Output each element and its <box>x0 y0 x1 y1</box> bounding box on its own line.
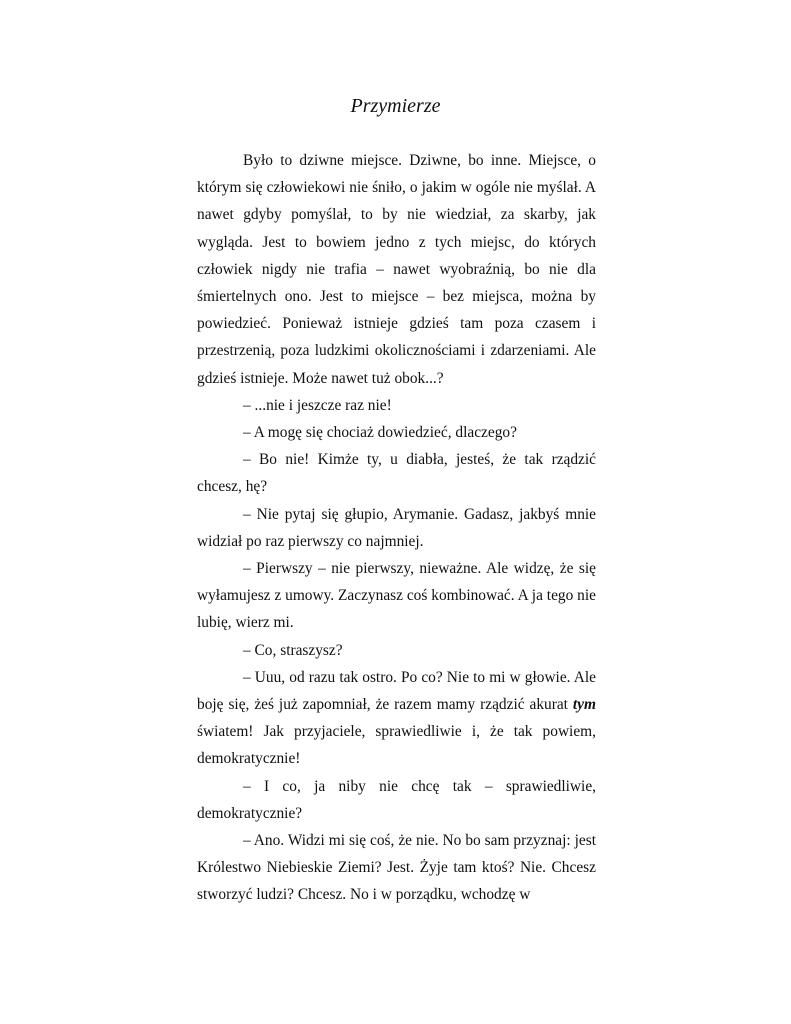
paragraph-text: – Bo nie! Kimże ty, u diabła, jesteś, że tak rządzić chcesz, hę? <box>197 451 596 496</box>
chapter-body <box>197 147 596 909</box>
paragraph-text: – Nie pytaj się głupio, Arymanie. Gadasz, jakbyś mnie widział po raz pierwszy co najmniej. <box>197 505 596 550</box>
paragraph <box>197 392 596 419</box>
paragraph-text: – Ano. Widzi mi się coś, że nie. No bo sam przyznaj: jest Królestwo Niebieskie Ziemi? Jest. Żyje tam ktoś? Nie. Chcesz stworzyć ludzi? Chcesz. No i w porządku, wchodzę w <box>197 832 596 904</box>
paragraph <box>197 637 596 664</box>
paragraph <box>197 501 596 555</box>
paragraph <box>197 664 596 773</box>
paragraph-text: Było to dziwne miejsce. Dziwne, bo inne. Miejsce, o którym się człowiekowi nie śniło, o jakim w ogóle nie myślał. A nawet gdyby pomyślał, to by nie wiedział, za skarby, jak wygląda. Jest to bowiem jedno z tych miejsc, do których człowiek nigdy nie trafia – nawet wyobraźnią, bo nie dla śmiertelnych ono. Jest to miejsce – bez miejsca, można by powiedzieć. Ponieważ istnieje gdzieś tam poza czasem i przestrzenią, poza ludzkimi okolicznościami i zdarzeniami. Ale gdzieś istnieje. Może nawet tuż obok...? <box>197 152 596 387</box>
paragraph-text: światem! Jak przyjaciele, sprawiedliwie i, że tak powiem, demokratycznie! <box>197 723 596 768</box>
paragraph-text: – ...nie i jeszcze raz nie! <box>243 396 392 414</box>
paragraph <box>197 419 596 446</box>
paragraph <box>197 827 596 909</box>
paragraph <box>197 773 596 827</box>
paragraph-text: – A mogę się chociaż dowiedzieć, dlaczego? <box>243 424 517 442</box>
paragraph-text: – Co, straszysz? <box>243 641 343 659</box>
paragraph <box>197 555 596 637</box>
paragraph <box>197 147 596 392</box>
chapter-title: Przymierze <box>350 95 441 117</box>
paragraph-text: – Pierwszy – nie pierwszy, nieważne. Ale widzę, że się wyłamujesz z umowy. Zaczynasz coś kombinować. A ja tego nie lubię, wierz mi. <box>197 560 596 632</box>
emphasized-text: tym <box>572 696 596 714</box>
paragraph <box>197 446 596 500</box>
paragraph-text: – Uuu, od razu tak ostro. Po co? Nie to mi w głowie. Ale boję się, żeś już zapomniał, że razem mamy rządzić akurat <box>197 668 596 714</box>
paragraph-text: – I co, ja niby nie chcę tak – sprawiedliwie, demokratycznie? <box>197 777 596 822</box>
